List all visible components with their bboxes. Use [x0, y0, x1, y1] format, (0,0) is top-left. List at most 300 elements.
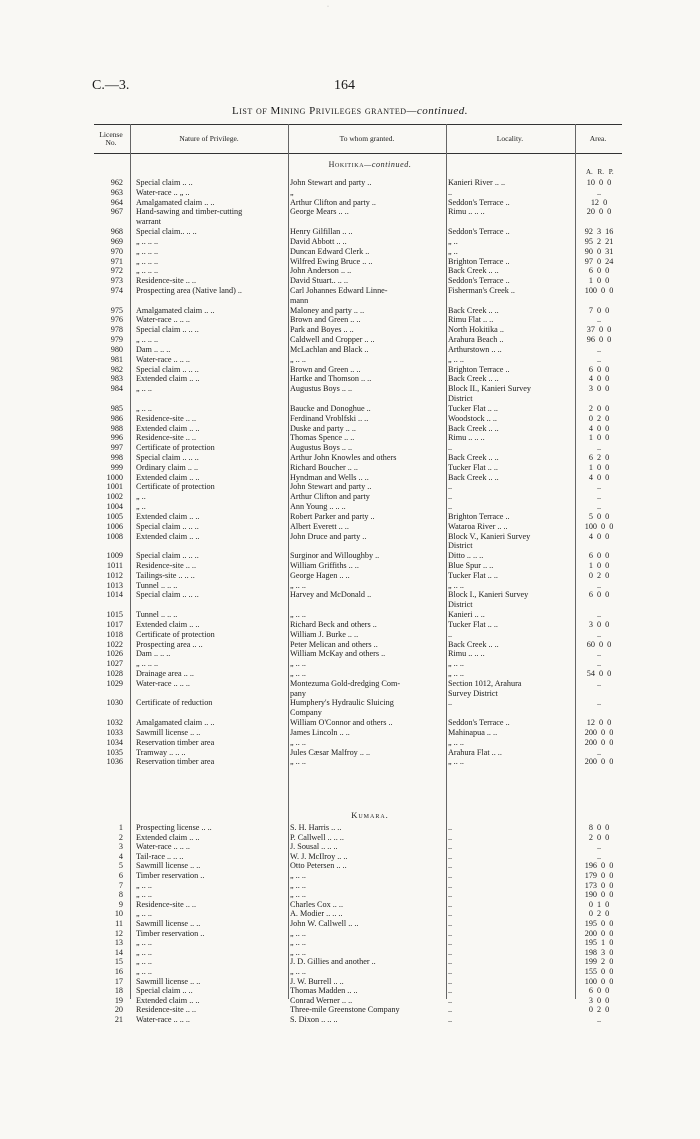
area-value: 6 0 0 — [588, 364, 610, 374]
license-number: 976 — [110, 315, 123, 325]
locality: Ditto .. .. .. — [448, 551, 484, 561]
locality: Brighton Terrace .. — [448, 256, 510, 266]
privilege-nature: „ .. .. .. — [136, 256, 159, 266]
license-number: 17 — [114, 976, 123, 986]
license-number: 974 — [110, 286, 123, 296]
grantee: David Abbott .. .. — [290, 236, 347, 246]
grantee: William J. Burke .. .. — [290, 629, 359, 639]
privilege-nature: Special claim .. .. .. — [136, 551, 199, 561]
area-value: 190 0 0 — [584, 890, 614, 900]
privilege-nature: Timber reservation .. — [136, 928, 205, 938]
area-value: 198 3 0 — [584, 947, 614, 957]
privilege-nature: Water-race .. .. .. — [136, 842, 190, 852]
license-number: 1036 — [106, 757, 123, 767]
locality: Tucker Flat .. .. — [448, 619, 498, 629]
license-number: 1032 — [106, 718, 123, 728]
area-value: 4 0 0 — [588, 374, 610, 384]
area-value: 10 0 0 — [586, 178, 612, 187]
grantee: Surginor and Willoughby .. — [290, 551, 380, 561]
privilege-nature: „ .. .. .. — [136, 266, 159, 276]
area-value: 97 0 24 — [584, 256, 614, 266]
license-number: 8 — [118, 890, 123, 900]
privilege-nature: Residence-site .. .. — [136, 899, 197, 909]
license-number: 972 — [110, 266, 123, 276]
area-value: .. — [596, 610, 602, 620]
area-value: .. — [596, 344, 602, 354]
license-number: 988 — [110, 423, 123, 433]
privilege-nature: Sawmill license .. .. — [136, 919, 201, 928]
license-number: 1017 — [106, 619, 123, 629]
area-value: .. — [596, 678, 602, 688]
privilege-nature: Special claim .. .. .. — [136, 325, 199, 335]
privilege-nature: Water-race .. .. .. — [136, 354, 190, 364]
grantee: „ .. .. — [290, 928, 306, 938]
locality: .. — [448, 947, 453, 957]
area-value: 173 0 0 — [584, 880, 614, 890]
locality: „ .. — [448, 246, 458, 256]
privilege-nature: Tunnel .. .. .. — [136, 610, 178, 620]
grantee: Baucke and Donoghue .. — [290, 403, 371, 413]
privilege-nature: Extended claim .. .. — [136, 423, 200, 433]
license-number: 1002 — [106, 492, 123, 502]
area-value: .. — [596, 492, 602, 502]
license-number: 19 — [114, 995, 123, 1005]
area-value: 92 3 16 — [584, 227, 614, 237]
privilege-nature: Dam .. .. .. — [136, 649, 171, 659]
grantee: J. D. Gillies and another .. — [290, 957, 376, 967]
license-number: 1000 — [106, 472, 123, 482]
locality: Kanieri .. .. — [448, 610, 485, 620]
locality: „ .. — [448, 236, 458, 246]
page-number: 164 — [334, 78, 355, 93]
locality: Wataroa River .. .. — [448, 521, 508, 531]
area-value: 179 0 0 — [584, 871, 614, 880]
locality: Woodstock .. .. — [448, 413, 497, 423]
privilege-nature: Special claim .. .. .. — [136, 590, 199, 600]
page-title — [0, 105, 700, 117]
grantee: Three-mile Greenstone Company — [290, 1005, 400, 1015]
grantee: S. Dixon .. .. .. — [290, 1015, 338, 1024]
grantee: John Stewart and party .. — [290, 482, 372, 492]
privilege-nature: Extended claim .. .. — [136, 531, 200, 541]
grantee: Arthur Clifton and party .. — [290, 197, 376, 207]
privilege-nature: Reservation timber area — [136, 757, 215, 767]
area-units: A. R. P. — [586, 168, 614, 176]
area-value: .. — [596, 502, 602, 512]
grantee: John Anderson .. .. — [290, 266, 352, 276]
license-number: 980 — [110, 344, 123, 354]
grantee: „ .. .. — [290, 947, 306, 957]
area-value: 155 0 0 — [584, 967, 614, 976]
grantee: Humphery's Hydraulic Sluicing — [290, 698, 394, 708]
privilege-nature: „ .. .. — [136, 890, 152, 900]
privilege-nature: Special claim .. .. .. — [136, 364, 199, 374]
area-value: .. — [596, 443, 602, 453]
license-number: 1013 — [106, 580, 123, 590]
license-number: 1026 — [106, 649, 123, 659]
area-value: .. — [596, 747, 602, 757]
grantee: James Lincoln .. .. — [290, 727, 350, 737]
grantee: S. H. Harris .. .. — [290, 823, 342, 832]
license-number: 21 — [114, 1015, 123, 1024]
license-number: 983 — [110, 374, 123, 384]
locality: Seddon's Terrace .. — [448, 276, 510, 286]
license-number: 970 — [110, 246, 123, 256]
locality: Blue Spur .. .. — [448, 560, 494, 570]
grantee: George Mears .. .. — [290, 207, 349, 217]
grantee: Wilfred Ewing Bruce .. .. — [290, 256, 373, 266]
locality: .. — [448, 1015, 453, 1024]
locality: Rimu Flat .. .. — [448, 315, 494, 325]
grantee: Company — [290, 708, 322, 718]
privilege-nature: Water-race .. .. .. — [136, 678, 190, 688]
area-value: 6 2 0 — [588, 452, 610, 462]
license-number: 964 — [110, 197, 123, 207]
locality: .. — [448, 861, 453, 871]
privilege-nature: Special claim.. .. .. — [136, 227, 197, 237]
locality: .. — [448, 1005, 453, 1015]
license-number: 971 — [110, 256, 123, 266]
license-number: 1029 — [106, 678, 123, 688]
privilege-nature: Certificate of protection — [136, 482, 215, 492]
locality: .. — [448, 851, 453, 861]
privilege-nature: Prospecting license .. .. — [136, 823, 212, 832]
privilege-nature: Special claim .. .. — [136, 178, 193, 187]
privilege-nature: Certificate of protection — [136, 629, 215, 639]
locality: „ .. .. — [448, 659, 464, 669]
privilege-nature: Drainage area .. .. — [136, 669, 194, 678]
license-number: 1018 — [106, 629, 123, 639]
license-number: 9 — [118, 899, 123, 909]
locality: .. — [448, 502, 453, 512]
license-number: 1011 — [106, 560, 123, 570]
license-number: 1022 — [106, 639, 123, 649]
grantee: Richard Boucher .. .. — [290, 462, 358, 472]
area-value: .. — [596, 842, 602, 852]
license-number: 11 — [115, 919, 123, 928]
area-value: 60 0 0 — [586, 639, 612, 649]
grantee: Harvey and McDonald .. — [290, 590, 372, 600]
privilege-nature: Residence-site .. .. — [136, 433, 197, 443]
license-number: 1030 — [106, 698, 123, 708]
license-number: 1014 — [106, 590, 123, 600]
privilege-nature: Amalgamated claim .. .. — [136, 197, 215, 207]
privilege-nature: Extended claim .. .. — [136, 472, 200, 482]
privilege-nature: Residence-site .. .. — [136, 413, 197, 423]
locality: .. — [448, 890, 453, 900]
license-number: 4 — [118, 851, 123, 861]
privilege-nature: „ .. .. — [136, 947, 152, 957]
license-number: 981 — [110, 354, 123, 364]
grantee: Ann Young .. .. .. — [290, 502, 346, 512]
license-number: 1006 — [106, 521, 123, 531]
license-number: 1 — [118, 823, 123, 832]
area-value: 90 0 31 — [584, 246, 614, 256]
area-value: 54 0 0 — [586, 669, 612, 678]
license-number: 16 — [114, 967, 123, 976]
privilege-nature: Tailings-site .. .. .. — [136, 570, 195, 580]
license-number: 975 — [110, 305, 123, 315]
license-number: 1033 — [106, 727, 123, 737]
area-value: 100 0 0 — [584, 521, 614, 531]
grantee: Montezuma Gold-dredging Com- — [290, 678, 401, 688]
locality: Brighton Terrace .. — [448, 364, 510, 374]
grantee: William Griffiths .. .. — [290, 560, 359, 570]
locality: Back Creek .. .. — [448, 266, 499, 276]
col-nature: Nature of Privilege. — [179, 134, 239, 143]
grantee: Carl Johannes Edward Linne- — [290, 286, 388, 296]
license-number: 10 — [114, 909, 123, 919]
area-value: 3 0 0 — [588, 384, 610, 394]
area-value: 6 0 0 — [588, 986, 610, 996]
grantee: Augustus Boys .. .. — [290, 443, 353, 453]
license-number: 1035 — [106, 747, 123, 757]
report-code: C.—3. — [92, 78, 130, 93]
area-value: 12 0 0 — [586, 718, 612, 728]
grantee: John Stewart and party .. — [290, 178, 372, 187]
locality: .. — [448, 842, 453, 852]
grantee: pany — [290, 688, 306, 698]
privilege-nature: Tail-race .. .. .. — [136, 851, 184, 861]
license-number: 1009 — [106, 551, 123, 561]
area-value: .. — [596, 698, 602, 708]
col-license: License No. — [99, 130, 123, 147]
title-continued: —continued. — [406, 105, 468, 117]
privilege-nature: „ .. .. — [136, 967, 152, 976]
area-value: 200 0 0 — [584, 928, 614, 938]
grantee: Jules Cæsar Malfroy .. .. — [290, 747, 371, 757]
license-number: 962 — [110, 178, 123, 187]
privilege-nature: Extended claim .. .. — [136, 374, 200, 384]
locality: Rimu .. .. .. — [448, 207, 485, 217]
col-to-whom: To whom granted. — [339, 134, 395, 143]
locality: .. — [448, 938, 453, 948]
privilege-nature: „ .. — [136, 502, 146, 512]
locality: .. — [448, 698, 453, 708]
area-value: .. — [596, 187, 602, 197]
locality: Seddon's Terrace .. — [448, 197, 510, 207]
privilege-nature: Special claim .. .. — [136, 986, 193, 996]
locality: .. — [448, 899, 453, 909]
license-number: 978 — [110, 325, 123, 335]
grantee: Peter Melican and others .. — [290, 639, 378, 649]
locality: .. — [448, 976, 453, 986]
privilege-nature: Dam .. .. .. — [136, 344, 171, 354]
area-value: 100 0 0 — [584, 286, 614, 296]
privilege-nature: Prospecting area .. .. — [136, 639, 203, 649]
license-number: 997 — [110, 443, 123, 453]
license-number: 1028 — [106, 669, 123, 678]
locality: .. — [448, 187, 453, 197]
locality: Fisherman's Creek .. — [448, 286, 515, 296]
locality: Back Creek .. .. — [448, 374, 499, 384]
locality: Arthurstown .. .. — [448, 344, 502, 354]
area-value: 6 0 0 — [588, 266, 610, 276]
locality: „ .. .. — [448, 737, 464, 747]
license-number: 1005 — [106, 511, 123, 521]
license-number: 968 — [110, 227, 123, 237]
area-value: 4 0 0 — [588, 423, 610, 433]
locality: .. — [448, 832, 453, 842]
area-value: .. — [596, 649, 602, 659]
area-value: 6 0 0 — [588, 551, 610, 561]
privilege-nature: „ .. .. .. — [136, 236, 159, 246]
locality: Seddon's Terrace .. — [448, 718, 510, 728]
license-number: 15 — [114, 957, 123, 967]
grantee: William O'Connor and others .. — [290, 718, 393, 728]
privilege-nature: Sawmill license .. .. — [136, 976, 201, 986]
area-value: 0 2 0 — [588, 413, 610, 423]
privilege-nature: Reservation timber area — [136, 737, 215, 747]
locality: Survey District — [448, 688, 498, 698]
privilege-nature: Extended claim .. .. — [136, 619, 200, 629]
privilege-nature: „ .. .. .. — [136, 246, 159, 256]
locality: Rimu .. .. .. — [448, 433, 485, 443]
license-number: 1004 — [106, 502, 123, 512]
grantee: Thomas Spence .. .. — [290, 433, 355, 443]
col-area: Area. — [589, 134, 607, 143]
locality: Tucker Flat .. .. — [448, 570, 498, 580]
locality: Rimu .. .. .. — [448, 649, 485, 659]
locality: District — [448, 600, 473, 610]
grantee: Otto Petersen .. .. — [290, 861, 347, 871]
grantee: Albert Everett .. .. — [290, 521, 349, 531]
privilege-nature: „ .. .. — [136, 938, 152, 948]
license-number: 18 — [114, 986, 123, 996]
title-main: List of Mining Privileges granted — [232, 105, 407, 117]
grantee: Richard Beck and others .. — [290, 619, 377, 629]
locality: Mahinapua .. .. — [448, 727, 498, 737]
area-value: 20 0 0 — [586, 207, 612, 217]
grantee: John Druce and party .. — [290, 531, 367, 541]
privilege-nature: „ .. .. .. — [136, 335, 159, 345]
privilege-nature: Sawmill license .. .. — [136, 727, 201, 737]
license-number: 996 — [110, 433, 123, 443]
area-value: 95 2 21 — [584, 236, 614, 246]
locality: .. — [448, 957, 453, 967]
locality: Brighton Terrace .. — [448, 511, 510, 521]
privilege-nature: Amalgamated claim .. .. — [136, 305, 215, 315]
privilege-nature: „ .. — [136, 492, 146, 502]
privilege-nature: „ .. .. — [136, 909, 152, 919]
area-value: .. — [596, 315, 602, 325]
locality: Block I., Kanieri Survey — [448, 590, 529, 600]
locality: Arahura Flat .. .. — [448, 747, 502, 757]
license-number: 3 — [118, 842, 123, 852]
privilege-nature: „ .. .. — [136, 880, 152, 890]
area-value: 1 0 0 — [588, 462, 610, 472]
privilege-nature: Extended claim .. .. — [136, 995, 200, 1005]
area-value: 0 2 0 — [588, 1005, 610, 1015]
privilege-nature: Sawmill license .. .. — [136, 861, 201, 871]
privilege-nature: Ordinary claim .. .. — [136, 462, 199, 472]
license-number: 1001 — [106, 482, 123, 492]
grantee: Arthur John Knowles and others — [290, 452, 397, 462]
grantee: George Hagen .. .. — [290, 570, 350, 580]
locality: North Hokitika .. — [448, 325, 504, 335]
col-locality: Locality. — [496, 134, 524, 143]
locality: Seddon's Terrace .. — [448, 227, 510, 237]
locality: District — [448, 394, 473, 404]
grantee: „ .. .. — [290, 610, 306, 620]
privilege-nature: Certificate of protection — [136, 443, 215, 453]
area-value: 12 0 — [590, 197, 608, 207]
privilege-nature: „ .. .. .. — [136, 659, 159, 669]
locality: Tucker Flat .. .. — [448, 403, 498, 413]
locality: .. — [448, 909, 453, 919]
grantee: „ — [290, 187, 294, 197]
area-value: .. — [596, 659, 602, 669]
locality: .. — [448, 919, 453, 928]
grantee: „ .. .. — [290, 967, 306, 976]
grantee: Henry Gilfillan .. .. — [290, 227, 353, 237]
grantee: Brown and Green .. .. — [290, 315, 361, 325]
area-value: 200 0 0 — [584, 737, 614, 747]
grantee: McLachlan and Black .. — [290, 344, 369, 354]
privilege-nature: Tunnel .. .. .. — [136, 580, 178, 590]
section-continued: —continued. — [364, 160, 412, 169]
grantee: „ .. .. — [290, 890, 306, 900]
grantee: Maloney and party .. .. — [290, 305, 365, 315]
grantee: Duncan Edward Clerk .. — [290, 246, 370, 256]
area-value: 7 0 0 — [588, 305, 610, 315]
grantee: Robert Parker and party .. — [290, 511, 375, 521]
area-value: .. — [596, 580, 602, 590]
area-value: .. — [596, 1015, 602, 1024]
grantee: Thomas Madden .. .. — [290, 986, 358, 996]
grantee: Hartke and Thomson .. .. — [290, 374, 372, 384]
license-number: 969 — [110, 236, 123, 246]
privilege-nature: „ .. .. — [136, 403, 152, 413]
area-value: 1 0 0 — [588, 276, 610, 286]
privilege-nature: „ .. .. — [136, 384, 152, 394]
license-number: 973 — [110, 276, 123, 286]
locality: .. — [448, 492, 453, 502]
area-value: 8 0 0 — [588, 823, 610, 832]
privilege-nature: Prospecting area (Native land) .. — [136, 286, 242, 296]
license-number: 5 — [118, 861, 123, 871]
grantee: „ .. .. — [290, 871, 306, 880]
grantee: Duske and party .. .. — [290, 423, 356, 433]
area-value: 195 0 0 — [584, 919, 614, 928]
locality: .. — [448, 995, 453, 1005]
area-value: 0 2 0 — [588, 570, 610, 580]
locality: .. — [448, 823, 453, 832]
privilege-nature: Water-race .. .. .. — [136, 315, 190, 325]
area-value: 1 0 0 — [588, 433, 610, 443]
license-number: 979 — [110, 335, 123, 345]
area-value: 0 1 0 — [588, 899, 610, 909]
area-value: 6 0 0 — [588, 590, 610, 600]
locality: .. — [448, 928, 453, 938]
privilege-nature: Extended claim .. .. — [136, 832, 200, 842]
locality: Back Creek .. .. — [448, 423, 499, 433]
section-hokitika — [290, 160, 450, 169]
privilege-nature: Water-race .. „ .. — [136, 187, 190, 197]
license-number: 1008 — [106, 531, 123, 541]
scan-mark: · — [327, 4, 329, 10]
license-number: 963 — [110, 187, 123, 197]
locality: .. — [448, 871, 453, 880]
area-value: 3 0 0 — [588, 619, 610, 629]
locality: Back Creek .. .. — [448, 639, 499, 649]
grantee: Caldwell and Cropper .. .. — [290, 335, 375, 345]
grantee: Park and Boyes .. .. — [290, 325, 354, 335]
grantee: W. J. McIlroy .. .. — [290, 851, 348, 861]
locality: „ .. .. — [448, 580, 464, 590]
locality: Tucker Flat .. .. — [448, 462, 498, 472]
area-value: .. — [596, 629, 602, 639]
